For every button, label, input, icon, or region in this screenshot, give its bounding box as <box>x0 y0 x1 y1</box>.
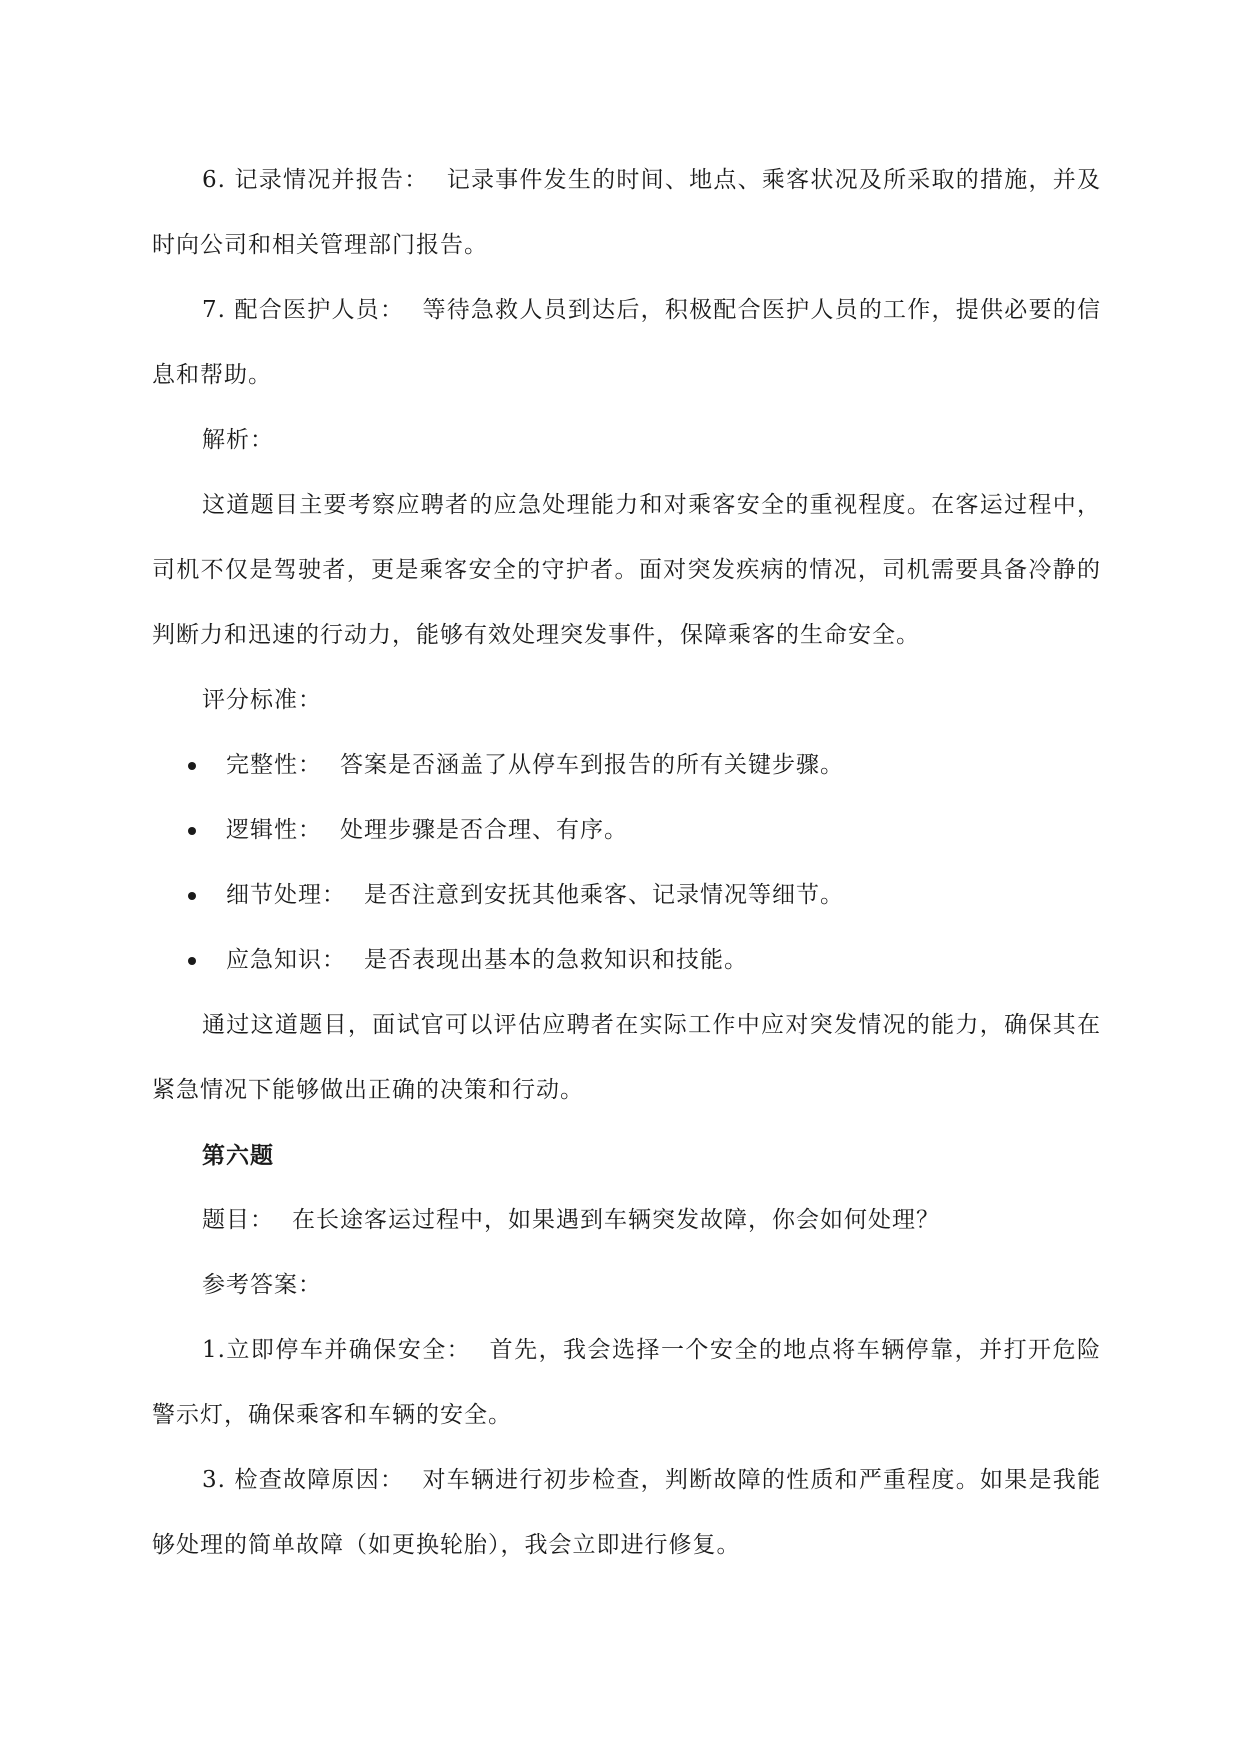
step-3-paragraph <box>152 1448 1101 1578</box>
item-7-paragraph <box>152 278 1101 408</box>
criteria-item <box>152 863 1101 928</box>
step-1-text: 首先，我会选择一个安全的地点将车辆停靠，并打开危险警示灯，确保乘客和车辆的安全。 <box>152 1337 1101 1428</box>
question-label: 题目： <box>202 1207 274 1233</box>
criteria-item <box>152 798 1101 863</box>
bullet-dot-icon <box>188 827 196 835</box>
criteria-text: 是否表现出基本的急救知识和技能。 <box>364 947 748 973</box>
question-text: 在长途客运过程中，如果遇到车辆突发故障，你会如何处理？ <box>292 1207 940 1233</box>
criteria-label: 逻辑性： <box>226 817 322 843</box>
step-3-text: 对车辆进行初步检查，判断故障的性质和严重程度。如果是我能够处理的简单故障（如更换轮胎），我会立即进行修复。 <box>152 1467 1101 1558</box>
item-7-text: 等待急救人员到达后，积极配合医护人员的工作，提供必要的信息和帮助。 <box>152 297 1101 388</box>
criteria-label: 细节处理： <box>226 882 346 908</box>
criteria-text: 处理步骤是否合理、有序。 <box>340 817 628 843</box>
item-7-label: 7. 配合医护人员： <box>202 297 405 323</box>
bullet-dot-icon <box>188 957 196 965</box>
criteria-item <box>152 928 1101 993</box>
step-1-label: 1.立即停车并确保安全： <box>202 1337 472 1363</box>
item-6-label: 6. 记录情况并报告： <box>202 167 429 193</box>
conclusion-text: 通过这道题目，面试官可以评估应聘者在实际工作中应对突发情况的能力，确保其在紧急情况下能够做出正确的决策和行动。 <box>152 1012 1101 1103</box>
analysis-text: 这道题目主要考察应聘者的应急处理能力和对乘客安全的重视程度。在客运过程中，司机不仅是驾驶者，更是乘客安全的守护者。面对突发疾病的情况，司机需要具备冷静的判断力和迅速的行动力，能够有效处理突发事件，保障乘客的生命安全。 <box>152 492 1101 648</box>
scoring-criteria-list <box>152 733 1101 993</box>
analysis-label: 解析： <box>202 427 274 453</box>
item-6-text: 记录事件发生的时间、地点、乘客状况及所采取的措施，并及时向公司和相关管理部门报告。 <box>152 167 1102 258</box>
criteria-label: 完整性： <box>226 752 322 778</box>
criteria-text: 是否注意到安抚其他乘客、记录情况等细节。 <box>364 882 844 908</box>
step-3-label: 3. 检查故障原因： <box>202 1467 405 1493</box>
item-6-paragraph <box>152 148 1101 278</box>
section-title: 第六题 <box>202 1142 274 1169</box>
answer-label: 参考答案： <box>202 1272 322 1298</box>
scoring-label: 评分标准： <box>202 687 322 713</box>
bullet-dot-icon <box>188 762 196 770</box>
criteria-item <box>152 733 1101 798</box>
question-paragraph <box>152 1188 1101 1253</box>
step-1-paragraph <box>152 1318 1101 1448</box>
bullet-dot-icon <box>188 892 196 900</box>
criteria-label: 应急知识： <box>226 947 346 973</box>
criteria-text: 答案是否涵盖了从停车到报告的所有关键步骤。 <box>340 752 844 778</box>
